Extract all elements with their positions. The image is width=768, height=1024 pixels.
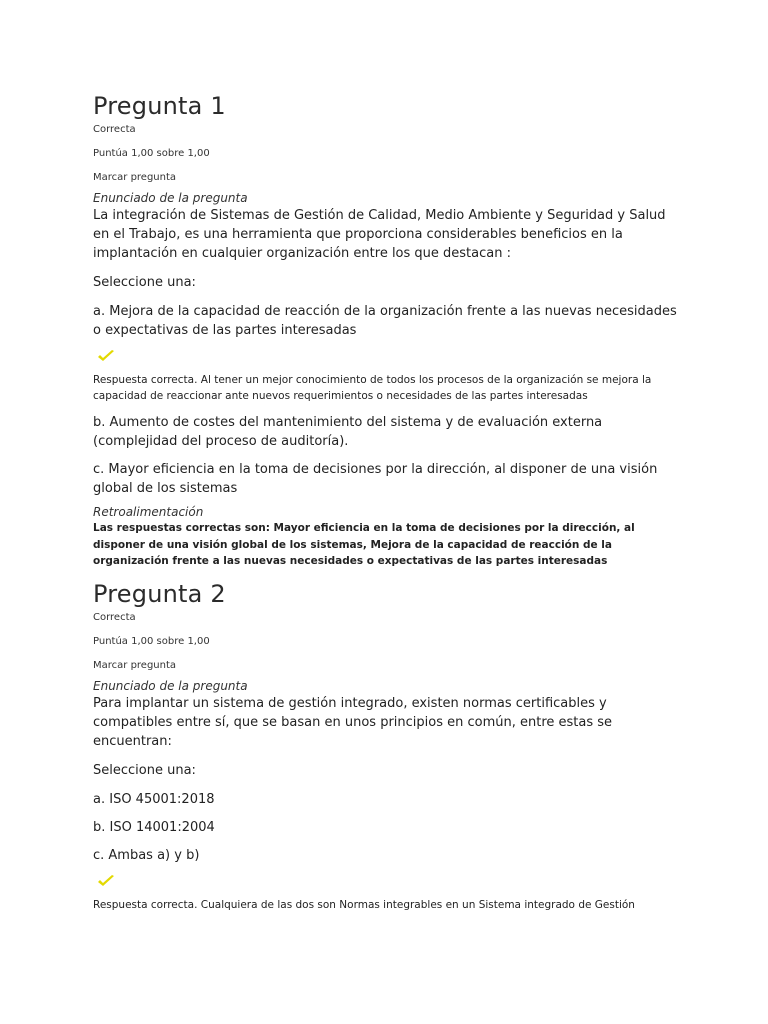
answer-option-b[interactable]: b. Aumento de costes del mantenimiento del sistema y de evaluación externa (complejidad del proceso de auditoría). <box>93 415 603 449</box>
question-1 <box>93 90 683 570</box>
question-statement: Para implantar un sistema de gestión integrado, existen normas certificables y compatibles entre sí, que se basan en unos principios en común, entre estas se encuentran: <box>93 695 613 749</box>
statement-label: Enunciado de la pregunta <box>93 191 248 205</box>
general-feedback-label: Retroalimentación <box>93 505 204 519</box>
answer-option-a[interactable]: a. ISO 45001:2018 <box>93 791 215 807</box>
question-state: Correcta <box>93 124 136 135</box>
specific-feedback: Respuesta correcta. Cualquiera de las dos son Normas integrables en un Sistema integrado de Gestión <box>93 898 635 911</box>
check-icon <box>96 348 116 364</box>
quiz-review-page <box>93 90 683 913</box>
check-icon <box>96 873 116 889</box>
answer-option-c[interactable]: c. Mayor eficiencia en la toma de decisiones por la dirección, al disponer de una visión global de los sistemas <box>93 462 658 496</box>
question-grade: Puntúa 1,00 sobre 1,00 <box>93 635 210 647</box>
answer-option-a[interactable]: a. Mejora de la capacidad de reacción de la organización frente a las nuevas necesidades o expectativas de las partes interesadas <box>93 304 677 338</box>
question-title: Pregunta 1 <box>93 92 226 120</box>
flag-question-link[interactable]: Marcar pregunta <box>93 659 177 671</box>
question-2 <box>93 578 683 913</box>
general-feedback: Las respuestas correctas son: Mayor eficiencia en la toma de decisiones por la dirección, al disponer de una visión global de los sistemas, Mejora de la capacidad de reacción de la organización frente a las nuevas necesidades o expectativas de las partes interesadas <box>93 522 635 567</box>
statement-label: Enunciado de la pregunta <box>93 678 248 693</box>
answer-option-b[interactable]: b. ISO 14001:2004 <box>93 819 215 835</box>
question-statement: La integración de Sistemas de Gestión de Calidad, Medio Ambiente y Seguridad y Salud en el Trabajo, es una herramienta que proporciona considerables beneficios en la implantación en cualquier organización entre los que destacan : <box>93 208 666 261</box>
answer-option-c[interactable]: c. Ambas a) y b) <box>93 847 200 863</box>
select-prompt: Seleccione una: <box>93 762 196 778</box>
question-grade: Puntúa 1,00 sobre 1,00 <box>93 148 210 159</box>
specific-feedback: Respuesta correcta. Al tener un mejor conocimiento de todos los procesos de la organización se mejora la capacidad de reaccionar ante nuevos requerimientos o necesidades de las partes interesadas <box>93 374 652 402</box>
question-title: Pregunta 2 <box>93 579 226 608</box>
flag-question-link[interactable]: Marcar pregunta <box>93 172 177 183</box>
question-state: Correcta <box>93 611 136 623</box>
select-prompt: Seleccione una: <box>93 275 196 290</box>
